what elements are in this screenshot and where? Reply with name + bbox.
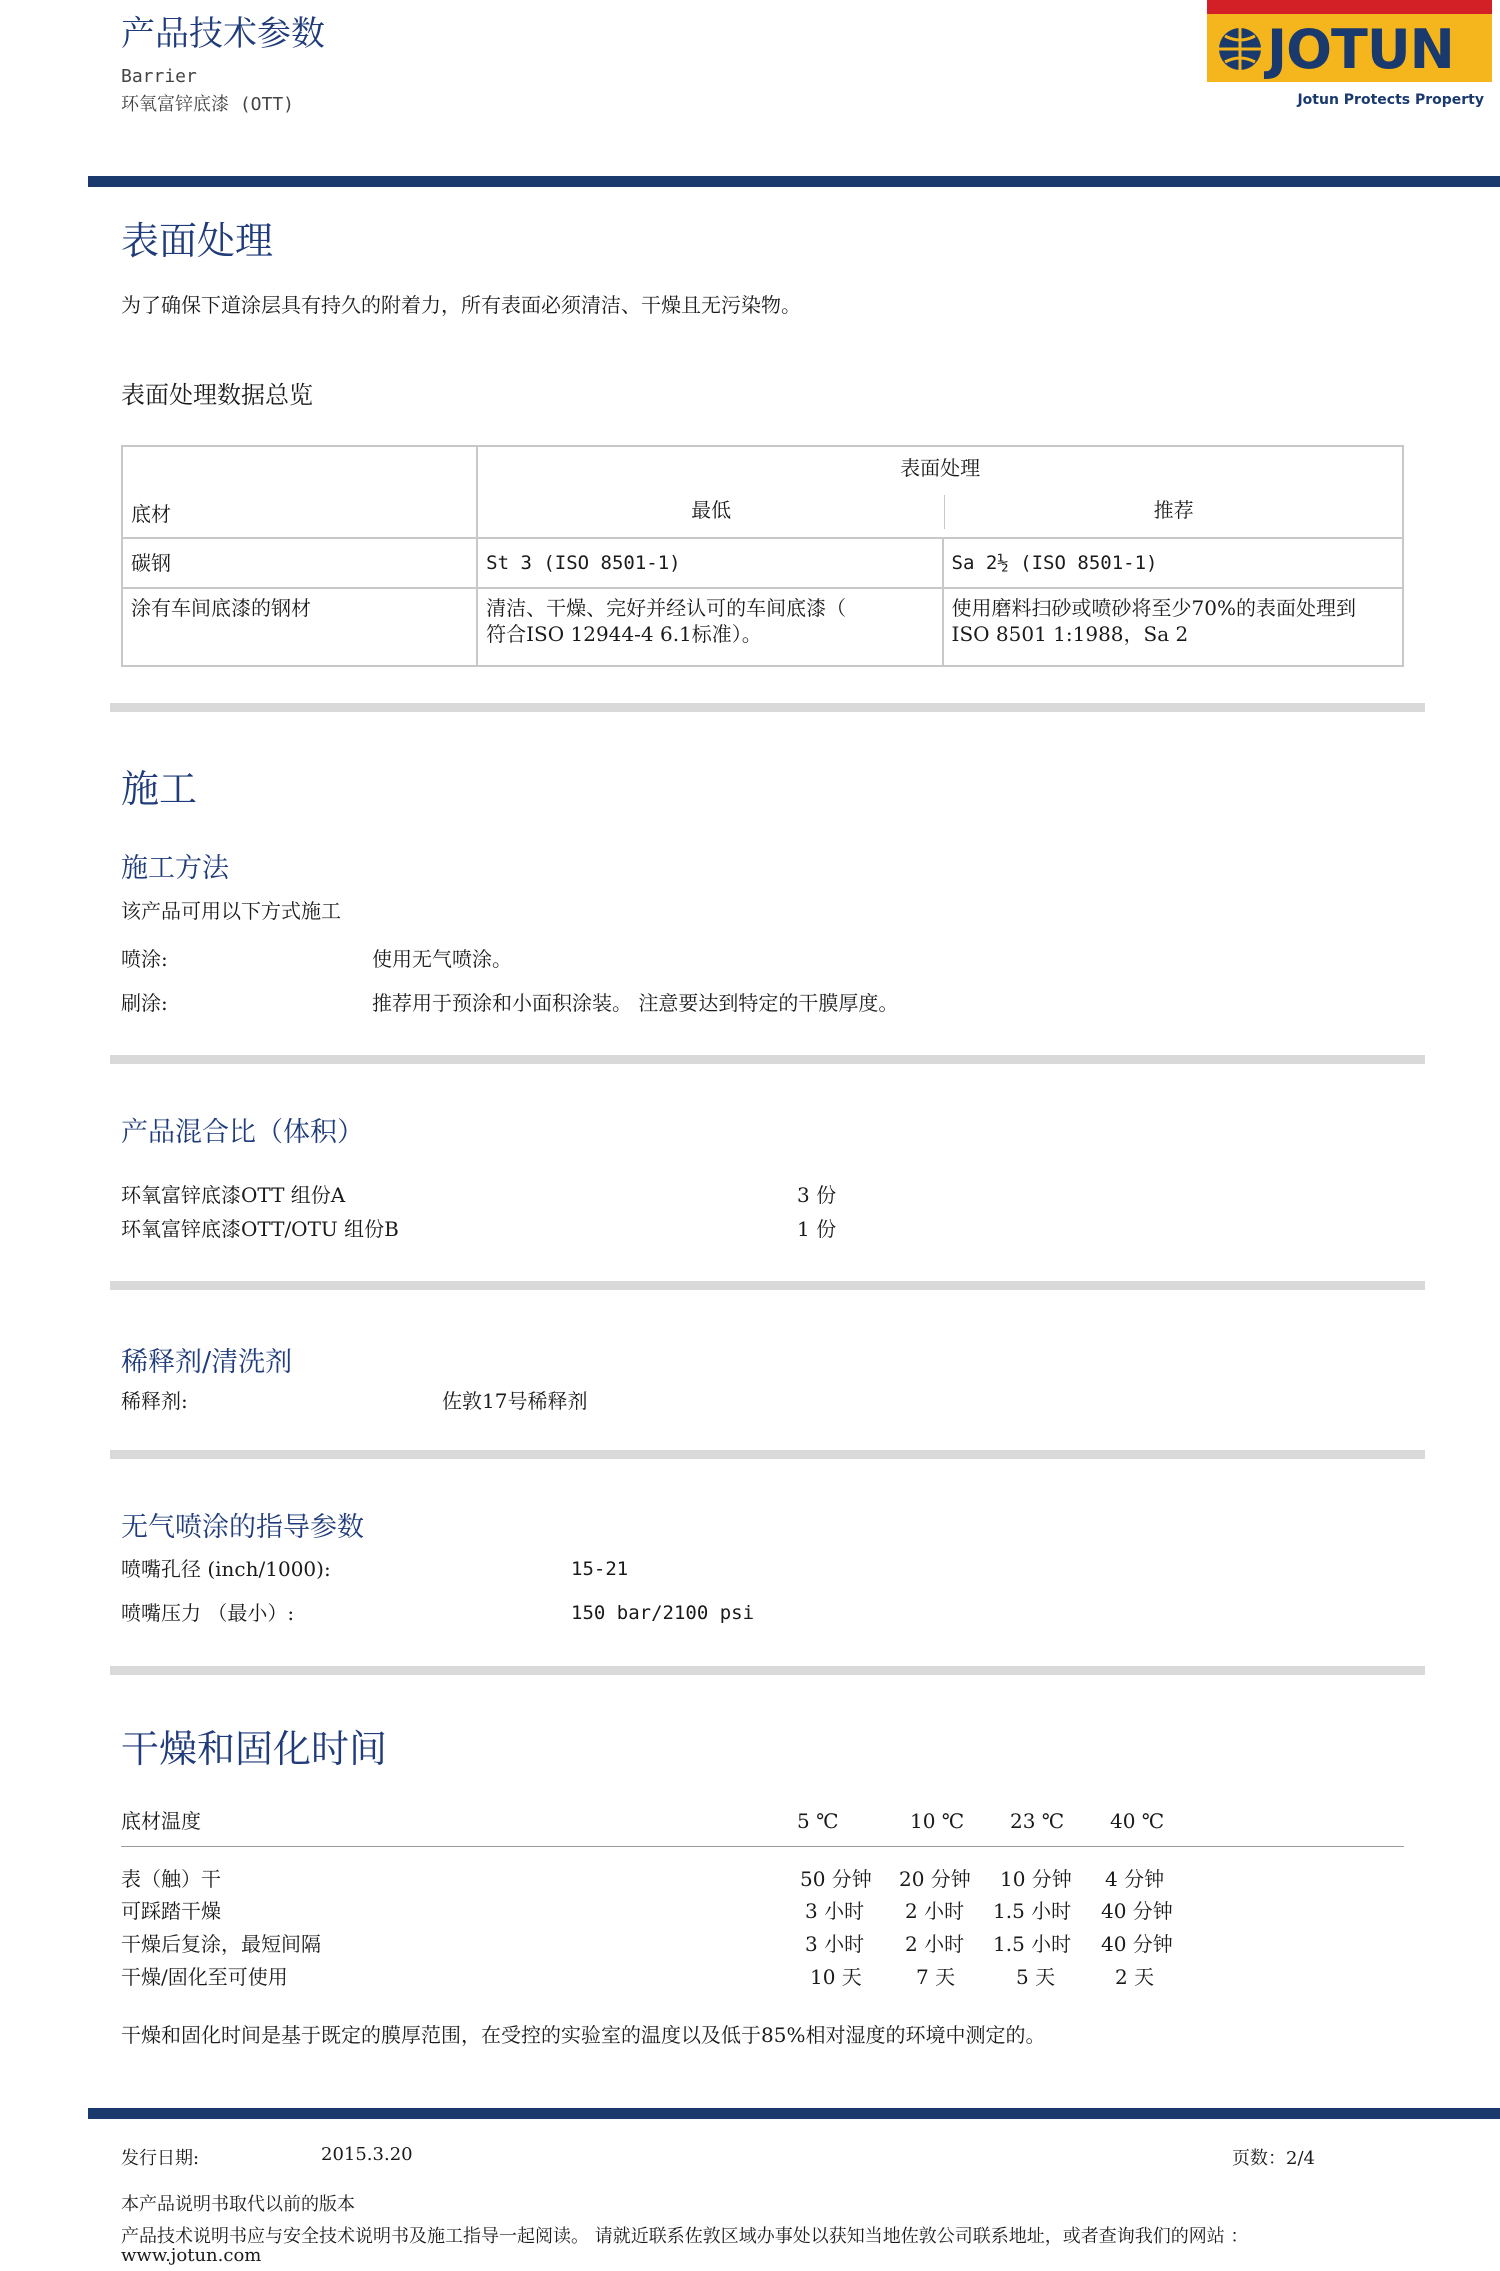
product-name: Barrier	[121, 66, 197, 87]
method-value: 使用无气喷涂。	[372, 947, 512, 971]
col-min: 最低	[691, 498, 732, 522]
surface-table	[121, 445, 1404, 667]
globe-icon	[1217, 26, 1263, 72]
table-row	[122, 538, 1403, 588]
product-subtitle: 环氧富锌底漆 (OTT)	[121, 94, 295, 115]
drying-cell: 10 天	[810, 1965, 862, 1989]
methods-intro: 该产品可用以下方式施工	[121, 899, 341, 923]
cell-min: St 3 (ISO 8501-1)	[477, 538, 942, 588]
section-heading-application: 施工	[121, 767, 198, 811]
drying-cell: 4 分钟	[1105, 1867, 1165, 1891]
thinner-label: 稀释剂:	[121, 1389, 188, 1413]
thinner-value: 佐敦17号稀释剂	[442, 1389, 588, 1413]
mixing-heading: 产品混合比（体积）	[121, 1117, 364, 1148]
surface-intro: 为了确保下道涂层具有持久的附着力，所有表面必须清洁、干燥且无污染物。	[121, 293, 801, 317]
issue-date: 2015.3.20	[321, 2144, 413, 2165]
drying-cell: 20 分钟	[899, 1867, 971, 1891]
airless-value: 15-21	[571, 1558, 629, 1580]
divider	[110, 1666, 1425, 1675]
method-label: 喷涂:	[121, 947, 168, 971]
drying-row-label: 干燥后复涂，最短间隔	[121, 1932, 321, 1956]
methods-heading: 施工方法	[121, 853, 229, 884]
cell-min-line2: 符合ISO 12944-4 6.1标准）。	[486, 622, 762, 646]
airless-label: 喷嘴孔径 (inch/1000):	[121, 1557, 331, 1581]
temp-col: 40 ℃	[1110, 1809, 1165, 1833]
drying-row-label: 表（触）干	[121, 1867, 221, 1891]
drying-header-rule	[121, 1846, 1404, 1847]
supersedes-note: 本产品说明书取代以前的版本	[121, 2194, 355, 2215]
drying-cell: 3 小时	[805, 1932, 865, 1956]
drying-cell: 50 分钟	[800, 1867, 872, 1891]
cell-rec: Sa 2½ (ISO 8501-1)	[943, 538, 1403, 588]
airless-heading: 无气喷涂的指导参数	[121, 1512, 364, 1543]
temp-col: 5 ℃	[797, 1809, 839, 1833]
drying-cell: 7 天	[916, 1965, 956, 1989]
mixing-value: 3 份	[797, 1183, 837, 1207]
drying-cell: 1.5 小时	[993, 1932, 1072, 1956]
drying-cell: 1.5 小时	[993, 1899, 1072, 1923]
col-group-surface: 表面处理	[900, 456, 981, 480]
page-number: 页数：2/4	[1232, 2148, 1315, 2169]
drying-cell: 2 天	[1115, 1965, 1155, 1989]
cell-substrate: 涂有车间底漆的钢材	[122, 588, 477, 666]
contact-note: 产品技术说明书应与安全技术说明书及施工指导一起阅读。 请就近联系佐敦区域办事处以获知当地佐敦公司联系地址，或者查询我们的网站 ：	[121, 2226, 1249, 2247]
drying-cell: 2 小时	[905, 1932, 965, 1956]
issue-label: 发行日期:	[121, 2148, 200, 2169]
divider	[110, 1281, 1425, 1290]
temp-col: 23 ℃	[1010, 1809, 1065, 1833]
logo-tagline: Jotun Protects Property	[1297, 92, 1484, 108]
divider	[110, 703, 1425, 712]
cell-min-line1: 清洁、干燥、完好并经认可的车间底漆（	[486, 596, 847, 620]
drying-row-label: 可踩踏干燥	[121, 1899, 221, 1923]
divider	[110, 1450, 1425, 1459]
temp-label: 底材温度	[121, 1809, 201, 1833]
doc-title: 产品技术参数	[121, 14, 325, 54]
cell-rec-line1: 使用磨料扫砂或喷砂将至少70%的表面处理到	[951, 596, 1356, 620]
airless-label: 喷嘴压力 （最小）:	[121, 1601, 295, 1625]
drying-note: 干燥和固化时间是基于既定的膜厚范围，在受控的实验室的温度以及低于85%相对湿度的环境中测定的。	[121, 2023, 1046, 2047]
mixing-value: 1 份	[797, 1217, 837, 1241]
col-rec: 推荐	[1153, 498, 1194, 522]
logo-text: JOTUN	[1267, 18, 1454, 81]
section-heading-drying: 干燥和固化时间	[121, 1727, 388, 1771]
drying-cell: 3 小时	[805, 1899, 865, 1923]
drying-row-label: 干燥/固化至可使用	[121, 1965, 288, 1989]
table-row	[122, 588, 1403, 666]
section-heading-surface: 表面处理	[121, 219, 274, 263]
mixing-label: 环氧富锌底漆OTT 组份A	[121, 1183, 346, 1207]
temp-col: 10 ℃	[910, 1809, 965, 1833]
footer-divider	[88, 2108, 1500, 2119]
drying-cell: 40 分钟	[1101, 1932, 1173, 1956]
airless-value: 150 bar/2100 psi	[571, 1602, 755, 1624]
drying-cell: 10 分钟	[1000, 1867, 1072, 1891]
jotun-logo	[1207, 0, 1492, 112]
header-divider	[88, 176, 1500, 187]
surface-table-title: 表面处理数据总览	[121, 381, 313, 409]
cell-substrate: 碳钢	[122, 538, 477, 588]
method-label: 刷涂:	[121, 991, 168, 1015]
drying-cell: 2 小时	[905, 1899, 965, 1923]
mixing-label: 环氧富锌底漆OTT/OTU 组份B	[121, 1217, 399, 1241]
website-link[interactable]: www.jotun.com	[121, 2245, 262, 2266]
divider	[110, 1055, 1425, 1064]
drying-cell: 5 天	[1016, 1965, 1056, 1989]
col-substrate: 底材	[122, 446, 477, 538]
cell-rec-line2: ISO 8501 1:1988，Sa 2	[951, 622, 1189, 646]
drying-cell: 40 分钟	[1101, 1899, 1173, 1923]
method-value: 推荐用于预涂和小面积涂装。 注意要达到特定的干膜厚度。	[372, 991, 899, 1015]
thinner-heading: 稀释剂/清洗剂	[121, 1347, 293, 1378]
